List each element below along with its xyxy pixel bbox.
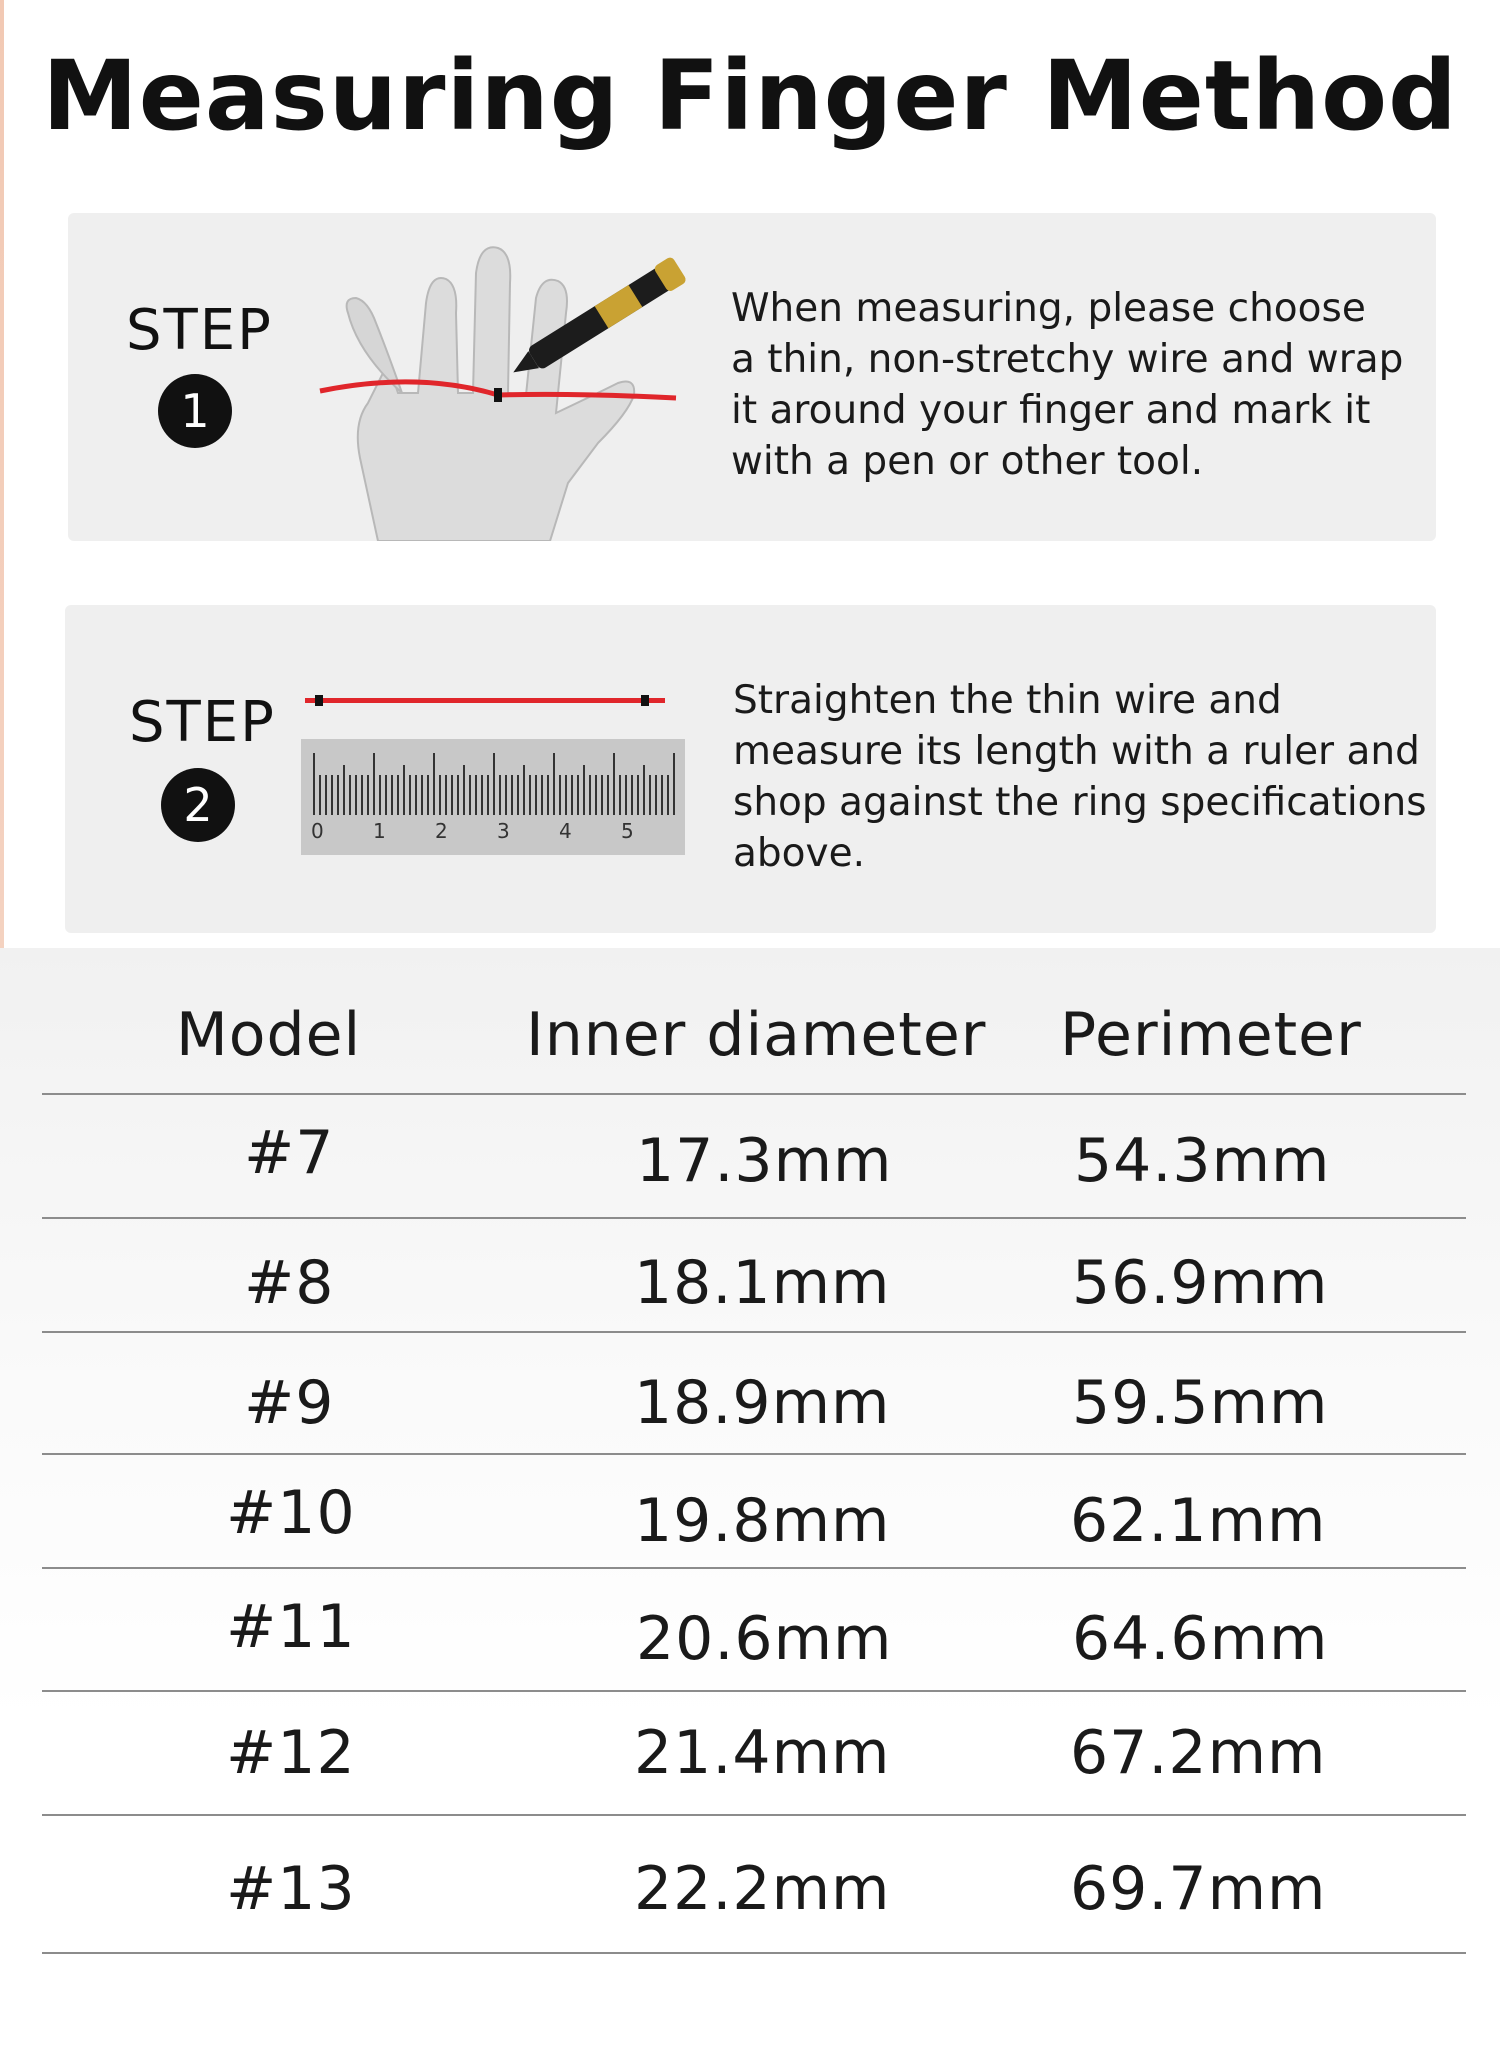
ruler-tick: [511, 775, 513, 815]
ruler-tick: [427, 775, 429, 815]
ruler-tick: [499, 775, 501, 815]
ruler-tick: [637, 775, 639, 815]
ruler-tick: [463, 765, 465, 815]
perimeter-cell: 56.9mm: [1072, 1248, 1329, 1318]
step-2-label: STEP: [129, 690, 276, 755]
inner-diameter-cell: 20.6mm: [636, 1604, 893, 1674]
table-divider: [42, 1093, 1466, 1095]
inner-diameter-cell: 17.3mm: [636, 1126, 893, 1196]
ruler-tick: [313, 753, 315, 815]
perimeter-cell: 69.7mm: [1070, 1854, 1327, 1924]
perimeter-cell: 67.2mm: [1070, 1718, 1327, 1788]
step-2-line: Straighten the thin wire and: [733, 678, 1282, 723]
ruler-tick: [625, 775, 627, 815]
model-cell: #7: [244, 1118, 335, 1188]
perimeter-cell: 59.5mm: [1072, 1368, 1329, 1438]
ruler-tick: [349, 775, 351, 815]
ruler-tick: [481, 775, 483, 815]
ruler-tick: [553, 753, 555, 815]
ruler-tick-label: 0: [311, 819, 324, 843]
step-2-card: [65, 605, 1436, 933]
table-divider: [42, 1690, 1466, 1692]
ruler-tick: [439, 775, 441, 815]
ruler-tick: [397, 775, 399, 815]
ruler-tick: [469, 775, 471, 815]
ruler-tick: [403, 765, 405, 815]
ruler-tick: [547, 775, 549, 815]
model-cell: #10: [226, 1478, 356, 1548]
ruler-tick: [535, 775, 537, 815]
ruler-tick-label: 4: [559, 819, 572, 843]
ruler-tick: [655, 775, 657, 815]
ruler-tick: [457, 775, 459, 815]
inner-diameter-cell: 18.1mm: [634, 1248, 891, 1318]
model-cell: #13: [226, 1854, 356, 1924]
ruler-tick: [517, 775, 519, 815]
ruler-tick: [607, 775, 609, 815]
step-1-number: 1: [158, 374, 232, 448]
ruler-tick-label: 1: [373, 819, 386, 843]
hand-with-pen-illustration: [298, 243, 798, 541]
table-divider: [42, 1217, 1466, 1219]
ruler-tick: [421, 775, 423, 815]
ruler-tick: [661, 775, 663, 815]
ruler-tick: [571, 775, 573, 815]
column-header-model: Model: [176, 1000, 362, 1070]
ruler-tick: [355, 775, 357, 815]
inner-diameter-cell: 22.2mm: [634, 1854, 891, 1924]
model-cell: #8: [244, 1248, 335, 1318]
ruler-tick: [409, 775, 411, 815]
ruler-tick: [595, 775, 597, 815]
inner-diameter-cell: 18.9mm: [634, 1368, 891, 1438]
step-2-line: above.: [733, 831, 865, 876]
step-1-line: When measuring, please choose: [731, 286, 1366, 331]
ruler-tick: [667, 775, 669, 815]
ruler-tick-label: 5: [621, 819, 634, 843]
ruler-tick: [487, 775, 489, 815]
ruler-tick-label: 2: [435, 819, 448, 843]
ruler-illustration: [301, 739, 685, 855]
ruler-tick: [475, 775, 477, 815]
ruler-tick: [529, 775, 531, 815]
step-1-line: a thin, non-stretchy wire and wrap: [731, 337, 1404, 382]
model-cell: #12: [226, 1718, 356, 1788]
ruler-tick: [589, 775, 591, 815]
perimeter-cell: 64.6mm: [1072, 1604, 1329, 1674]
ruler-tick: [379, 775, 381, 815]
step-1-line: with a pen or other tool.: [731, 439, 1204, 484]
wire-mark: [494, 388, 502, 402]
table-divider: [42, 1453, 1466, 1455]
ruler-tick: [541, 775, 543, 815]
ruler-tick: [619, 775, 621, 815]
table-divider: [42, 1567, 1466, 1569]
ruler-tick: [343, 765, 345, 815]
ruler-tick: [601, 775, 603, 815]
straight-wire: [305, 695, 665, 705]
step-2-number: 2: [161, 768, 235, 842]
marker-pen-icon: [505, 256, 687, 385]
ruler-tick: [319, 775, 321, 815]
ruler-tick: [559, 775, 561, 815]
ruler-tick: [331, 775, 333, 815]
ruler-tick: [583, 765, 585, 815]
thumb-shape: [347, 298, 402, 393]
step-1-label: STEP: [126, 298, 273, 363]
ruler-tick: [385, 775, 387, 815]
ruler-tick: [577, 775, 579, 815]
ruler-tick: [643, 765, 645, 815]
perimeter-cell: 62.1mm: [1070, 1486, 1327, 1556]
page-title: Measuring Finger Method: [42, 40, 1458, 152]
table-divider: [42, 1952, 1466, 1954]
ruler-tick: [505, 775, 507, 815]
ruler-tick: [361, 775, 363, 815]
ruler-tick: [523, 765, 525, 815]
ruler-tick: [631, 775, 633, 815]
table-divider: [42, 1331, 1466, 1333]
step-2-line: shop against the ring specifications: [733, 780, 1427, 825]
column-header-perimeter: Perimeter: [1060, 1000, 1362, 1070]
step-1-card: [68, 213, 1436, 541]
ruler-tick: [565, 775, 567, 815]
perimeter-cell: 54.3mm: [1074, 1126, 1331, 1196]
model-cell: #11: [226, 1592, 356, 1662]
ruler-tick: [433, 753, 435, 815]
inner-diameter-cell: 19.8mm: [634, 1486, 891, 1556]
model-cell: #9: [244, 1368, 335, 1438]
ruler-tick: [391, 775, 393, 815]
ruler-tick: [493, 753, 495, 815]
ruler-tick: [445, 775, 447, 815]
ruler-tick: [373, 753, 375, 815]
ruler-tick: [325, 775, 327, 815]
column-header-inner-diameter: Inner diameter: [526, 1000, 987, 1070]
ruler-tick: [415, 775, 417, 815]
ruler-tick-label: 3: [497, 819, 510, 843]
ruler-tick: [367, 775, 369, 815]
ruler-tick: [337, 775, 339, 815]
table-divider: [42, 1814, 1466, 1816]
inner-diameter-cell: 21.4mm: [634, 1718, 891, 1788]
ruler-tick: [613, 753, 615, 815]
step-1-line: it around your finger and mark it: [731, 388, 1371, 433]
ruler-tick: [451, 775, 453, 815]
ruler-tick: [673, 753, 675, 815]
step-2-line: measure its length with a ruler and: [733, 729, 1420, 774]
ruler-tick: [649, 775, 651, 815]
